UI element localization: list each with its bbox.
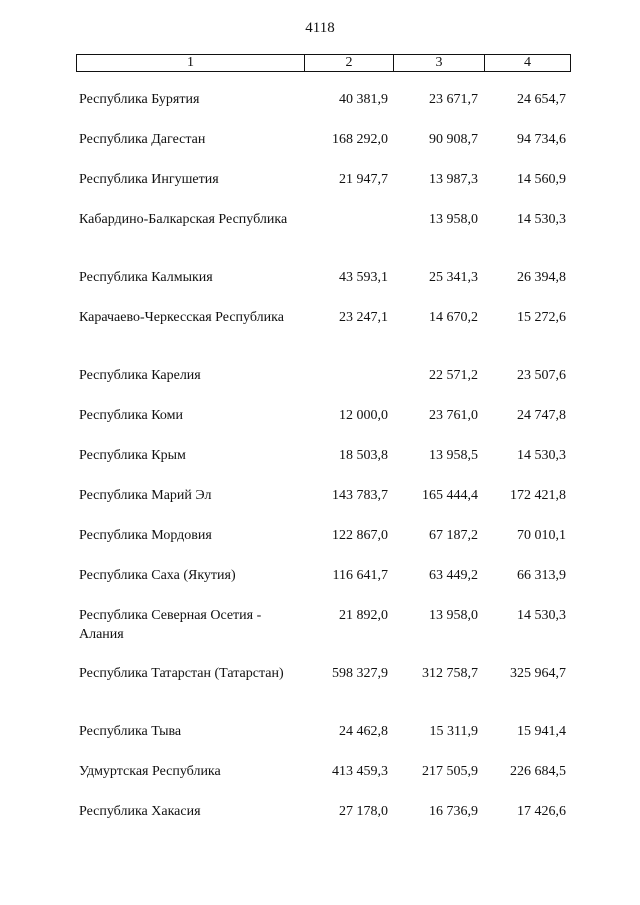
region-name: Республика Коми xyxy=(79,408,183,423)
value-col-3: 16 736,9 xyxy=(429,804,478,819)
value-col-3: 14 670,2 xyxy=(429,310,478,325)
value-col-4: 23 507,6 xyxy=(517,368,566,383)
value-col-2: 116 641,7 xyxy=(332,568,388,583)
value-col-4: 226 684,5 xyxy=(510,764,566,779)
value-col-3: 90 908,7 xyxy=(429,132,478,147)
region-name: Кабардино-Балкарская Республика xyxy=(79,212,288,227)
header-col-1: 1 xyxy=(187,55,194,70)
value-col-2: 23 247,1 xyxy=(339,310,388,325)
value-col-4: 325 964,7 xyxy=(510,666,566,681)
value-col-2: 598 327,9 xyxy=(332,666,388,681)
region-name: Республика Мордовия xyxy=(79,528,212,543)
value-col-3: 25 341,3 xyxy=(429,270,478,285)
value-col-3: 23 761,0 xyxy=(429,408,478,423)
region-name: Республика Ингушетия xyxy=(79,172,219,187)
value-col-2: 168 292,0 xyxy=(332,132,388,147)
header-col-2: 2 xyxy=(345,55,353,70)
value-col-3: 13 958,0 xyxy=(429,212,478,227)
value-col-4: 14 530,3 xyxy=(517,608,566,623)
header-col-3: 3 xyxy=(435,55,443,70)
page-number: 4118 xyxy=(305,20,335,36)
value-col-4: 70 010,1 xyxy=(517,528,566,543)
value-col-4: 15 941,4 xyxy=(517,724,566,739)
value-col-4: 172 421,8 xyxy=(510,488,566,503)
value-col-3: 165 444,4 xyxy=(422,488,478,503)
value-col-4: 15 272,6 xyxy=(517,310,566,325)
value-col-3: 13 987,3 xyxy=(429,172,478,187)
value-col-3: 63 449,2 xyxy=(429,568,478,583)
value-col-4: 66 313,9 xyxy=(517,568,566,583)
region-name: Республика Карелия xyxy=(79,368,201,383)
region-name: Республика Северная Осетия - Алания xyxy=(79,608,262,642)
region-name: Республика Хакасия xyxy=(79,804,201,819)
value-col-4: 14 560,9 xyxy=(517,172,566,187)
value-col-4: 14 530,3 xyxy=(517,448,566,463)
value-col-2: 24 462,8 xyxy=(339,724,388,739)
value-col-3: 13 958,5 xyxy=(429,448,478,463)
region-name: Удмуртская Республика xyxy=(79,764,221,779)
value-col-2: 413 459,3 xyxy=(332,764,388,779)
header-col-4: 4 xyxy=(524,55,531,70)
region-name: Республика Калмыкия xyxy=(79,270,213,285)
value-col-4: 26 394,8 xyxy=(517,270,566,285)
region-name: Республика Марий Эл xyxy=(79,488,212,503)
value-col-4: 14 530,3 xyxy=(517,212,566,227)
value-col-4: 24 654,7 xyxy=(517,92,566,107)
value-col-2: 12 000,0 xyxy=(339,408,388,423)
value-col-4: 17 426,6 xyxy=(517,804,566,819)
value-col-2: 122 867,0 xyxy=(332,528,388,543)
region-name: Республика Саха (Якутия) xyxy=(79,568,236,583)
value-col-3: 13 958,0 xyxy=(429,608,478,623)
value-col-3: 217 505,9 xyxy=(422,764,478,779)
region-name: Республика Тыва xyxy=(79,724,182,739)
region-name: Республика Крым xyxy=(79,448,186,463)
value-col-3: 23 671,7 xyxy=(429,92,478,107)
value-col-4: 24 747,8 xyxy=(517,408,566,423)
value-col-2: 21 892,0 xyxy=(339,608,388,623)
value-col-2: 18 503,8 xyxy=(339,448,388,463)
value-col-2: 21 947,7 xyxy=(339,172,388,187)
value-col-3: 312 758,7 xyxy=(422,666,478,681)
value-col-3: 22 571,2 xyxy=(429,368,478,383)
value-col-3: 15 311,9 xyxy=(429,724,478,739)
value-col-3: 67 187,2 xyxy=(429,528,478,543)
value-col-2: 43 593,1 xyxy=(339,270,388,285)
value-col-2: 27 178,0 xyxy=(339,804,388,819)
table-header xyxy=(76,54,571,72)
value-col-2: 143 783,7 xyxy=(332,488,388,503)
region-name: Республика Дагестан xyxy=(79,132,206,147)
region-name: Республика Бурятия xyxy=(79,92,200,107)
value-col-2: 40 381,9 xyxy=(339,92,388,107)
region-name: Республика Татарстан (Татарстан) xyxy=(79,666,284,681)
region-name: Карачаево-Черкесская Республика xyxy=(79,310,284,325)
value-col-4: 94 734,6 xyxy=(517,132,566,147)
